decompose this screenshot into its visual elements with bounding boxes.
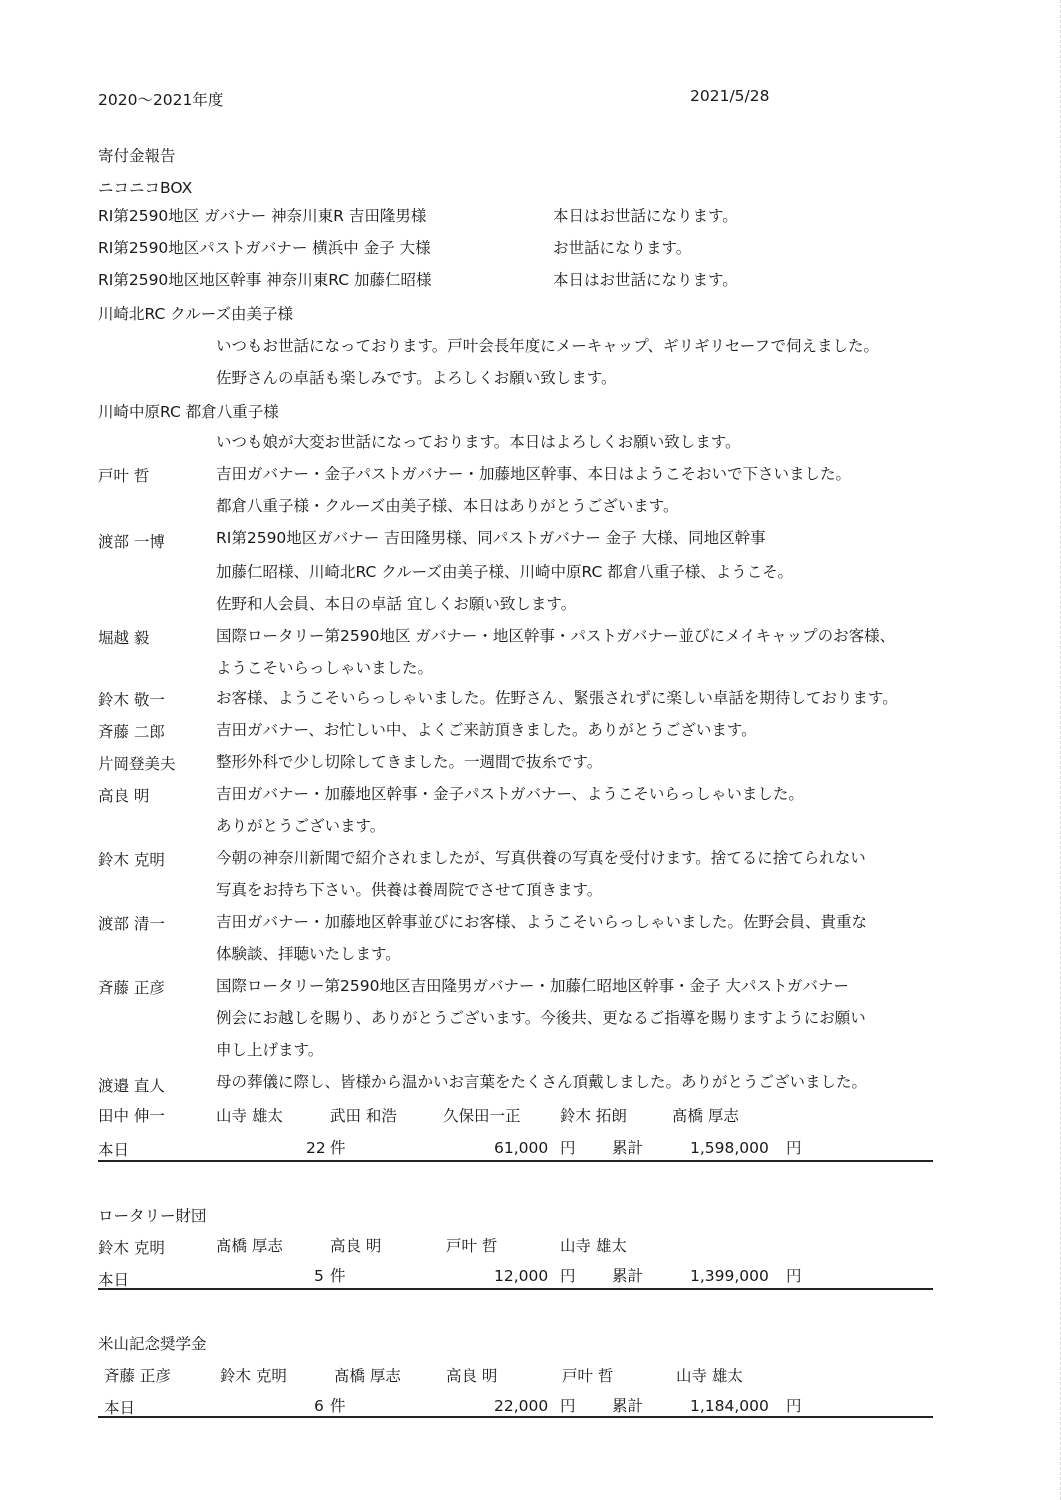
total-label: 本日 (98, 1271, 130, 1289)
entry-line: 加藤仁昭様、川崎北RC クルーズ由美子様、川崎中原RC 都倉八重子様、ようこそ。 (216, 563, 793, 581)
entry-line: 整形外科で少し切除してきました。一週間で抜糸です。 (216, 753, 603, 771)
guest-message: 本日はお世話になります。 (553, 207, 738, 225)
donor-name: 髙橋 厚志 (334, 1367, 401, 1385)
entry-line: 佐野和人会員、本日の卓話 宜しくお願い致します。 (216, 595, 577, 613)
donor-name: 山寺 雄太 (560, 1237, 627, 1255)
entry-line: 吉田ガバナー・金子パストガバナー・加藤地区幹事、本日はようこそおいで下さいました。 (216, 465, 852, 483)
entry-line: ありがとうございます。 (216, 817, 386, 835)
entry-name: 斉藤 正彦 (98, 979, 165, 997)
total-amount: 12,000 (494, 1267, 549, 1285)
cumulative-label: 累計 (612, 1139, 644, 1157)
total-count: 22 (306, 1139, 326, 1157)
entry-line: 今朝の神奈川新聞で紹介されましたが、写真供養の写真を受付けます。捨てるに捨てられない (216, 849, 866, 867)
total-rule (98, 1416, 933, 1418)
total-yen: 円 (560, 1397, 576, 1415)
total-count-unit: 件 (330, 1397, 346, 1415)
nikoniko-title: ニコニコBOX (98, 179, 193, 197)
entry-name: 斉藤 二郎 (98, 723, 165, 741)
total-count-unit: 件 (330, 1267, 346, 1285)
donor-name: 鈴木 克明 (220, 1367, 287, 1385)
total-amount: 22,000 (494, 1397, 549, 1415)
yoneyama-title: 米山記念奨学金 (98, 1335, 207, 1353)
entry-line: 例会にお越しを賜り、ありがとうございます。今後共、更なるご指導を賜りますようにお願い (216, 1009, 866, 1027)
total-count-unit: 件 (330, 1139, 346, 1157)
entry-name: 渡部 一博 (98, 533, 165, 551)
donor-name: 戸叶 哲 (562, 1367, 614, 1385)
total-amount: 61,000 (494, 1139, 549, 1157)
guest-message: お世話になります。 (553, 239, 692, 257)
entry-line: 写真をお持ち下さい。供養は養周院でさせて頂きます。 (216, 881, 603, 899)
foundation-title: ロータリー財団 (98, 1207, 207, 1225)
cumulative-amount: 1,598,000 (690, 1139, 769, 1157)
entry-line: 国際ロータリー第2590地区吉田隆男ガバナー・加藤仁昭地区幹事・金子 大パストガバナー (216, 977, 849, 995)
donor-name: 鈴木 拓朗 (560, 1107, 627, 1125)
entry-line: いつも娘が大変お世話になっております。本日はよろしくお願い致します。 (216, 433, 741, 451)
total-rule (98, 1288, 933, 1290)
donor-name: 髙橋 厚志 (672, 1107, 739, 1125)
entry-name: 高良 明 (98, 787, 150, 805)
entry-line: 国際ロータリー第2590地区 ガバナー・地区幹事・パストガバナー並びにメイキャップのお客様、 (216, 627, 896, 645)
cumulative-yen: 円 (786, 1139, 802, 1157)
entry-line: 佐野さんの卓話も楽しみです。よろしくお願い致します。 (216, 369, 617, 387)
total-rule (98, 1160, 933, 1162)
entry-line: 申し上げます。 (216, 1041, 324, 1059)
total-count: 6 (314, 1397, 324, 1415)
entry-name: 鈴木 敬一 (98, 691, 165, 709)
entry-line: お客様、ようこそいらっしゃいました。佐野さん、緊張されずに楽しい卓話を期待しております。 (216, 689, 898, 707)
total-yen: 円 (560, 1139, 576, 1157)
donor-name: 髙橋 厚志 (216, 1237, 283, 1255)
donor-name: 久保田一正 (443, 1107, 521, 1125)
entry-line: 都倉八重子様・クルーズ由美子様、本日はありがとうございます。 (216, 497, 679, 515)
entry-line: 吉田ガバナー、お忙しい中、よくご来訪頂きました。ありがとうございます。 (216, 721, 757, 739)
entry-line: RI第2590地区ガバナー 吉田隆男様、同パストガバナー 金子 大様、同地区幹事 (216, 529, 766, 547)
entry-name: 渡部 清一 (98, 915, 165, 933)
donor-name: 山寺 雄太 (216, 1107, 283, 1125)
entry-line: 吉田ガバナー・加藤地区幹事・金子パストガバナー、ようこそいらっしゃいました。 (216, 785, 804, 803)
guest-name: RI第2590地区パストガバナー 横浜中 金子 大様 (98, 239, 431, 257)
entry-line: 吉田ガバナー・加藤地区幹事並びにお客様、ようこそいらっしゃいました。佐野会員、貴重な (216, 913, 868, 931)
entry-name: 片岡登美夫 (98, 755, 176, 773)
entry-line: いつもお世話になっております。戸叶会長年度にメーキャップ、ギリギリセーフで伺えました。 (216, 337, 879, 355)
entry-line: 体験談、拝聴いたします。 (216, 945, 401, 963)
cumulative-amount: 1,399,000 (690, 1267, 769, 1285)
cumulative-yen: 円 (786, 1267, 802, 1285)
donor-name: 鈴木 克明 (98, 1239, 165, 1257)
total-label: 本日 (98, 1141, 130, 1159)
entry-name: 堀越 毅 (98, 629, 150, 647)
report-date: 2021/5/28 (690, 87, 770, 105)
entry-line: ようこそいらっしゃいました。 (216, 659, 434, 677)
donor-name: 武田 和浩 (330, 1107, 397, 1125)
report-title: 寄付金報告 (98, 147, 176, 165)
donor-name: 山寺 雄太 (676, 1367, 743, 1385)
entry-name: 戸叶 哲 (98, 467, 150, 485)
total-count: 5 (314, 1267, 324, 1285)
donor-name: 高良 明 (446, 1367, 498, 1385)
donor-name: 田中 伸一 (98, 1107, 165, 1125)
entry-name: 川崎中原RC 都倉八重子様 (98, 403, 279, 421)
guest-message: 本日はお世話になります。 (553, 271, 738, 289)
total-label: 本日 (104, 1399, 136, 1417)
total-yen: 円 (560, 1267, 576, 1285)
cumulative-label: 累計 (612, 1397, 644, 1415)
guest-name: RI第2590地区地区幹事 神奈川東RC 加藤仁昭様 (98, 271, 432, 289)
fiscal-year: 2020～2021年度 (98, 91, 224, 109)
donor-name: 高良 明 (330, 1237, 382, 1255)
entry-name: 鈴木 克明 (98, 851, 165, 869)
guest-name: RI第2590地区 ガバナー 神奈川東R 吉田隆男様 (98, 207, 427, 225)
donor-name: 戸叶 哲 (446, 1237, 498, 1255)
entry-line: 母の葬儀に際し、皆様から温かいお言葉をたくさん頂戴しました。ありがとうございました。 (216, 1073, 868, 1091)
donor-name: 斉藤 正彦 (104, 1367, 171, 1385)
cumulative-label: 累計 (612, 1267, 644, 1285)
cumulative-yen: 円 (786, 1397, 802, 1415)
entry-name: 川崎北RC クルーズ由美子様 (98, 305, 294, 323)
entry-name: 渡邉 直人 (98, 1077, 165, 1095)
cumulative-amount: 1,184,000 (690, 1397, 769, 1415)
